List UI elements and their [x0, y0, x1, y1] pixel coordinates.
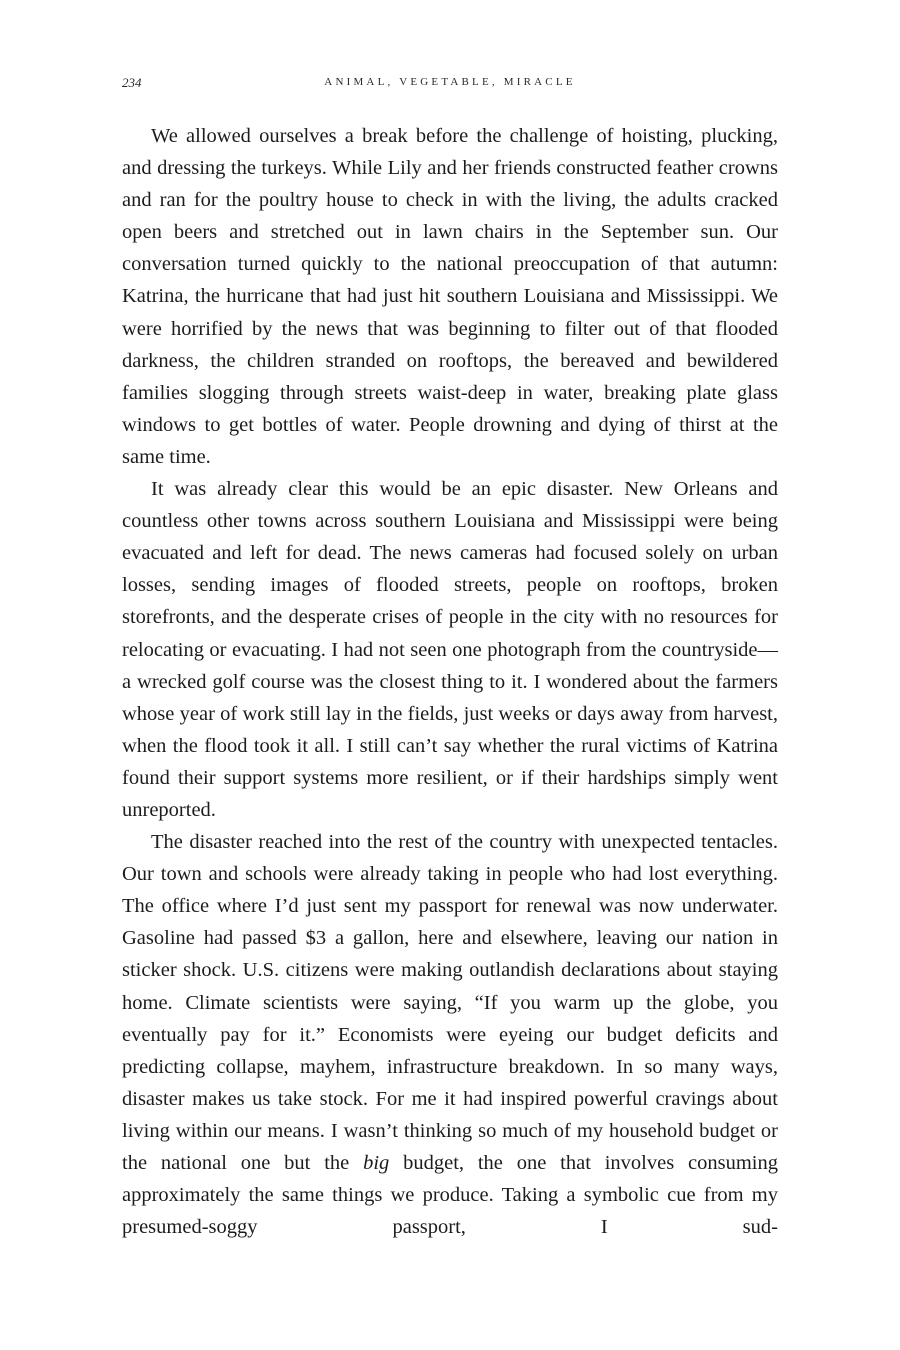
- paragraph-3: [122, 826, 778, 1243]
- book-page: [122, 72, 778, 1243]
- paragraph-3-text-after: budget, the one that involves consuming approximately the same things we produce. Taking a symbolic cue from my presumed-soggy passport, I sud-: [122, 1152, 778, 1239]
- running-head: [122, 72, 778, 100]
- book-title: ANIMAL, VEGETABLE, MIRACLE: [324, 76, 576, 88]
- paragraph-2: It was already clear this would be an epic disaster. New Orleans and countless other towns across southern Louisiana and Mississippi were being evacuated and left for dead. The news cameras had focused solely on urban losses, sending images of flooded streets, people on rooftops, broken storefronts, and the desperate crises of people in the city with no resources for relocating or evacuating. I had not seen one photograph from the countryside—a wrecked golf course was the closest thing to it. I wondered about the farmers whose year of work still lay in the fields, just weeks or days away from harvest, when the flood took it all. I still can’t say whether the rural victims of Katrina found their support systems more resilient, or if their hardships simply went unreported.: [122, 478, 778, 821]
- page-number: 234: [122, 75, 142, 90]
- emphasis-word: big: [363, 1152, 390, 1174]
- body-text: [122, 120, 778, 1243]
- paragraph-1: We allowed ourselves a break before the challenge of hoisting, plucking, and dressing the turkeys. While Lily and her friends constructed feather crowns and ran for the poultry house to check in with the living, the adults cracked open beers and stretched out in lawn chairs in the September sun. Our conversation turned quickly to the national preoccupation of that autumn: Katrina, the hurricane that had just hit southern Louisiana and Mississippi. We were horrified by the news that was beginning to filter out of that flooded darkness, the children stranded on rooftops, the bereaved and bewildered families slogging through streets waist-deep in water, breaking plate glass windows to get bottles of water. People drowning and dying of thirst at the same time.: [122, 125, 778, 468]
- paragraph-3-text-before: The disaster reached into the rest of the country with unexpected tentacles. Our town and schools were already taking in people who had lost everything. The office where I’d just sent my passport for renewal was now underwater. Gasoline had passed $3 a gallon, here and elsewhere, leaving our nation in sticker shock. U.S. citizens were making outlandish declarations about staying home. Climate scientists were saying, “If you warm up the globe, you eventually pay for it.” Economists were eyeing our budget deficits and predicting collapse, mayhem, infrastructure breakdown. In so many ways, disaster makes us take stock. For me it had inspired powerful cravings about living within our means. I wasn’t thinking so much of my household budget or the national one but the: [122, 831, 778, 1174]
